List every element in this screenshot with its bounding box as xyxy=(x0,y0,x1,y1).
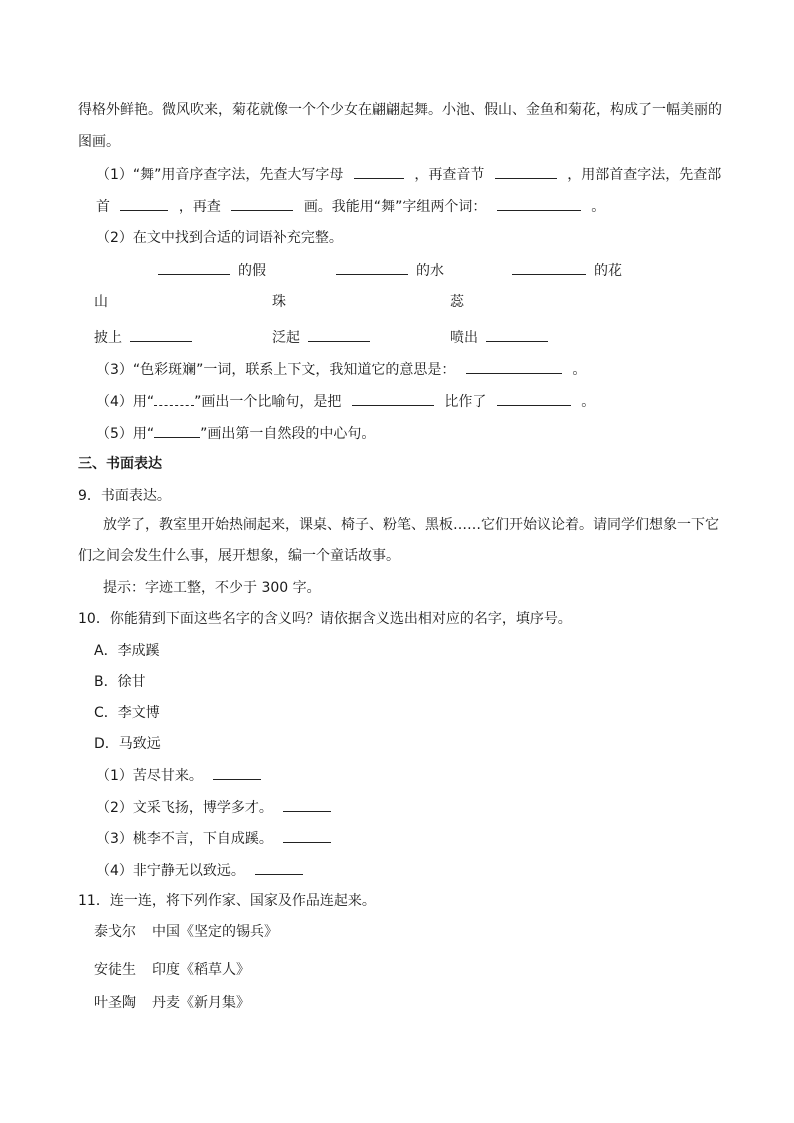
fill-item-label: 蕊 xyxy=(450,294,464,310)
answer-blank[interactable] xyxy=(466,359,562,374)
answer-blank[interactable] xyxy=(352,391,434,406)
answer-blank[interactable] xyxy=(495,164,557,179)
question-8-2: （2）在文中找到合适的词语补充完整。 xyxy=(96,230,343,246)
answer-blank[interactable] xyxy=(497,391,571,406)
fill-item xyxy=(158,260,266,281)
answer-blank[interactable] xyxy=(130,327,192,342)
question-8-5 xyxy=(96,423,375,444)
answer-blank[interactable] xyxy=(120,196,168,211)
fill-item xyxy=(450,327,548,348)
option-item: A．李成蹊 xyxy=(94,643,160,659)
author-name[interactable]: 安徒生 xyxy=(94,962,136,978)
question-text: ，用部首查字法，先查部 xyxy=(567,167,722,183)
passage-line: 得格外鲜艳。微风吹来，菊花就像一个个少女在翩翩起舞。小池、假山、金鱼和菊花，构成了一幅美丽的 xyxy=(78,102,722,118)
question-11-title: 11．连一连，将下列作家、国家及作品连起来。 xyxy=(78,893,376,909)
question-9-hint: 提示：字迹工整，不少于 300 字。 xyxy=(103,580,321,596)
wavy-line-marker xyxy=(154,391,194,406)
fill-item xyxy=(512,260,622,281)
question-text: 首 xyxy=(96,199,110,215)
answer-blank[interactable] xyxy=(213,765,261,780)
straight-line-marker xyxy=(154,423,200,438)
match-item xyxy=(96,828,331,849)
question-text: ，再查音节 xyxy=(414,167,485,183)
question-text: 比作了 xyxy=(444,394,487,410)
fill-item-label: 山 xyxy=(94,294,108,310)
author-name[interactable]: 叶圣陶 xyxy=(94,995,136,1011)
author-name[interactable]: 泰戈尔 xyxy=(94,924,136,940)
question-text: （5）用“ xyxy=(96,426,155,442)
fill-item-label: 珠 xyxy=(272,294,286,310)
question-9-title: 9．书面表达。 xyxy=(78,488,171,504)
question-text: （2）文采飞扬，博学多才。 xyxy=(96,800,273,816)
fill-item-label: 披上 xyxy=(94,330,122,346)
fill-item xyxy=(272,327,370,348)
question-text: 画。我能用“舞”字组两个词： xyxy=(303,199,487,215)
country-work[interactable]: 丹麦《新月集》 xyxy=(152,995,250,1011)
passage-line: 图画。 xyxy=(78,134,120,150)
fill-item-label: 的假 xyxy=(238,263,266,279)
match-item xyxy=(96,797,331,818)
matching-row xyxy=(94,960,250,980)
question-text: 。 xyxy=(581,394,596,410)
answer-blank[interactable] xyxy=(486,327,548,342)
matching-row xyxy=(94,993,250,1013)
country-work[interactable]: 中国《坚定的锡兵》 xyxy=(152,924,278,940)
answer-blank[interactable] xyxy=(336,260,408,275)
match-item xyxy=(96,765,261,786)
answer-blank[interactable] xyxy=(231,196,293,211)
match-item xyxy=(96,860,303,881)
answer-blank[interactable] xyxy=(512,260,586,275)
question-8-1-cont xyxy=(96,196,605,217)
question-8-3 xyxy=(96,359,586,380)
option-item: D．马致远 xyxy=(94,736,161,752)
question-text: （3）“色彩斑斓”一词，联系上下文，我知道它的意思是： xyxy=(96,362,456,378)
question-text: ”画出一个比喻句，是把 xyxy=(194,394,342,410)
question-text: 。 xyxy=(572,362,587,378)
question-9-prompt: 们之间会发生什么事，展开想象，编一个童话故事。 xyxy=(78,548,400,564)
country-work[interactable]: 印度《稻草人》 xyxy=(152,962,250,978)
answer-blank[interactable] xyxy=(497,196,581,211)
fill-item-label: 泛起 xyxy=(272,330,300,346)
question-text: （3）桃李不言，下自成蹊。 xyxy=(96,831,273,847)
option-item: C．李文博 xyxy=(94,705,160,721)
question-text: （1）“舞”用音序查字法，先查大写字母 xyxy=(96,167,344,183)
fill-item xyxy=(336,260,444,281)
question-text: （1）苦尽甘来。 xyxy=(96,768,203,784)
question-8-4 xyxy=(96,391,595,412)
answer-blank[interactable] xyxy=(308,327,370,342)
question-9-prompt: 放学了，教室里开始热闹起来，课桌、椅子、粉笔、黑板……它们开始议论着。请同学们想象一下它 xyxy=(103,517,719,533)
question-8-1 xyxy=(96,164,721,185)
section-title: 三、书面表达 xyxy=(78,456,162,472)
question-text: 。 xyxy=(591,199,606,215)
answer-blank[interactable] xyxy=(354,164,404,179)
question-text: ，再查 xyxy=(178,199,221,215)
matching-row xyxy=(94,922,278,942)
question-text: （4）用“ xyxy=(96,394,155,410)
option-item: B．徐甘 xyxy=(94,674,146,690)
fill-item-label: 的水 xyxy=(416,263,444,279)
fill-item xyxy=(94,327,192,348)
fill-item-label: 的花 xyxy=(594,263,622,279)
answer-blank[interactable] xyxy=(255,860,303,875)
question-text: ”画出第一自然段的中心句。 xyxy=(200,426,376,442)
question-10-title: 10．你能猜到下面这些名字的含义吗？请依据含义选出相对应的名字，填序号。 xyxy=(78,611,572,627)
answer-blank[interactable] xyxy=(158,260,230,275)
fill-item-label: 喷出 xyxy=(450,330,478,346)
answer-blank[interactable] xyxy=(283,828,331,843)
question-text: （4）非宁静无以致远。 xyxy=(96,863,245,879)
answer-blank[interactable] xyxy=(283,797,331,812)
